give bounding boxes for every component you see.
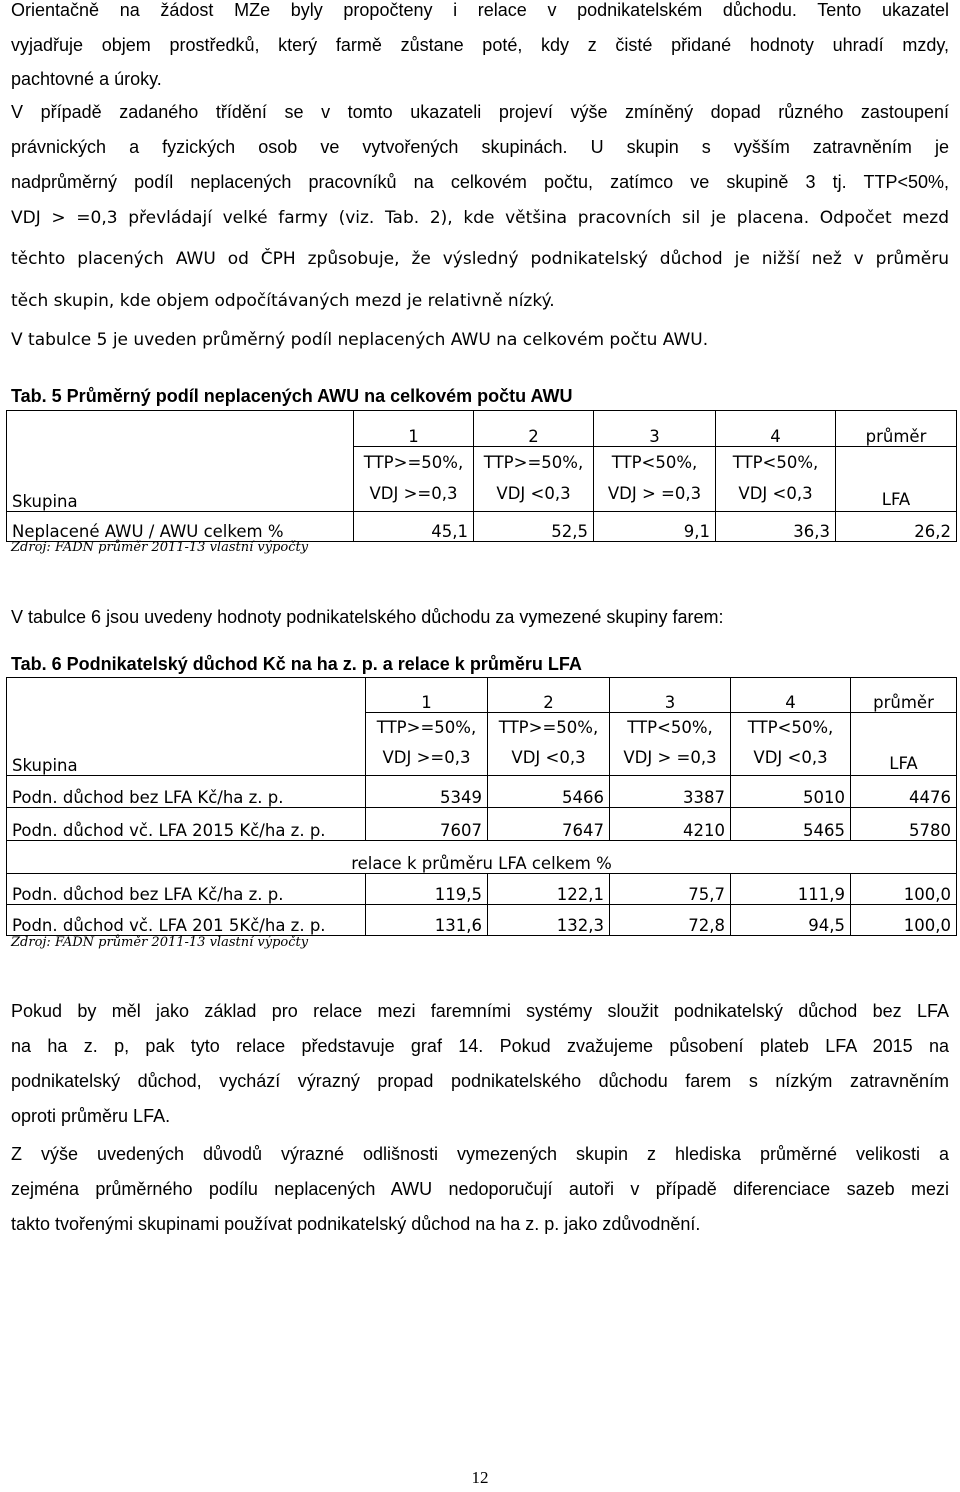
group-definition-line: TTP>=50%, bbox=[483, 453, 584, 472]
text-line: pachtovné a úroky. bbox=[11, 69, 162, 89]
value-cell: 131,6 bbox=[366, 905, 488, 936]
group-number-cell: průměr bbox=[836, 411, 957, 447]
value-cell: 3387 bbox=[610, 776, 731, 808]
group-definition-line: TTP>=50%, bbox=[376, 718, 477, 737]
table6-intro-text bbox=[11, 600, 949, 635]
text-line: V tabulce 6 jsou uvedeny hodnoty podnikatelského důchodu za vymezené skupiny farem: bbox=[11, 607, 724, 627]
value-cell: 72,8 bbox=[610, 905, 731, 936]
group-number-cell: 4 bbox=[716, 411, 836, 447]
value-cell: 36,3 bbox=[716, 512, 836, 542]
text-line: takto tvořenými skupinami používat podnikatelský důchod na ha z. p. jako zdůvodnění. bbox=[11, 1214, 701, 1234]
row-label-cell: Podn. důchod vč. LFA 2015 Kč/ha z. p. bbox=[7, 808, 366, 841]
row-label-cell: Neplacené AWU / AWU celkem % bbox=[7, 512, 354, 542]
group-definition-line: TTP<50%, bbox=[732, 453, 819, 472]
page-number: 12 bbox=[471, 1468, 489, 1487]
value-cell: 7647 bbox=[488, 808, 610, 841]
text-line: těch skupin, kde objem odpočítávaných mezd je relativně nízký. bbox=[11, 291, 555, 311]
table-row bbox=[7, 874, 957, 905]
value-cell: 132,3 bbox=[488, 905, 610, 936]
conclusion-paragraph bbox=[11, 1137, 949, 1242]
value-cell: 5349 bbox=[366, 776, 488, 808]
text-line: Z výše uvedených důvodů výrazné odlišnosti vymezených skupin z hlediska průměrné velikosti a bbox=[11, 1144, 949, 1164]
text-line: oproti průměru LFA. bbox=[11, 1106, 171, 1126]
text-line: vyjadřuje objem prostředků, který farmě zůstane poté, kdy z čisté přidané hodnoty uhradí mzdy, bbox=[11, 35, 949, 55]
group-definition-line: TTP<50%, bbox=[611, 453, 698, 472]
group-number-cell: 3 bbox=[610, 678, 731, 713]
text-line: na ha z. p, pak tyto relace představuje graf 14. Pokud zvažujeme působení plateb LFA 2015 na bbox=[11, 1036, 949, 1056]
group-definition-line: VDJ >=0,3 bbox=[369, 484, 458, 503]
group-definition-cell bbox=[716, 447, 836, 512]
row-label-cell: Podn. důchod bez LFA Kč/ha z. p. bbox=[7, 874, 366, 905]
group-number-cell: 2 bbox=[474, 411, 594, 447]
table5-caption: Tab. 5 Průměrný podíl neplacených AWU na celkovém počtu AWU bbox=[11, 386, 573, 406]
text-line: Pokud by měl jako základ pro relace mezi faremními systémy sloužit podnikatelský důchod bez LFA bbox=[11, 1001, 949, 1021]
group-number-cell: 1 bbox=[366, 678, 488, 713]
group-definition-line: TTP<50%, bbox=[747, 718, 834, 737]
text-line: VDJ > =0,3 převládají velké farmy (viz. Tab. 2), kde většina pracovních sil je placena. Odpočet mezd bbox=[11, 208, 949, 228]
text-line: zejména průměrného podílu neplacených AWU nedoporučují autoři v případě diferenciace sazeb mezi bbox=[11, 1179, 949, 1199]
value-cell: 111,9 bbox=[731, 874, 851, 905]
table6-source-note: Zdroj: FADN průměr 2011-13 vlastní výpočty bbox=[11, 935, 309, 950]
value-cell: 5010 bbox=[731, 776, 851, 808]
group-definition-line: VDJ > =0,3 bbox=[623, 748, 717, 767]
value-cell: 5465 bbox=[731, 808, 851, 841]
table-row bbox=[7, 905, 957, 936]
group-definition-line: VDJ >=0,3 bbox=[382, 748, 471, 767]
table-row bbox=[7, 808, 957, 841]
value-cell: 9,1 bbox=[594, 512, 716, 542]
group-definition-cell bbox=[731, 713, 851, 776]
group-number-cell: průměr bbox=[851, 678, 957, 713]
value-cell: 26,2 bbox=[836, 512, 957, 542]
group-definition-cell bbox=[488, 713, 610, 776]
value-cell: 75,7 bbox=[610, 874, 731, 905]
section-label-cell: relace k průměru LFA celkem % bbox=[7, 841, 957, 874]
value-cell: 4210 bbox=[610, 808, 731, 841]
value-cell: 100,0 bbox=[851, 874, 957, 905]
text-line: nadprůměrný podíl neplacených pracovníků na celkovém počtu, zatímco ve skupině 3 tj. TTP<50%, bbox=[11, 172, 949, 192]
group-number-cell: 2 bbox=[488, 678, 610, 713]
group-definition-line: TTP<50%, bbox=[627, 718, 713, 737]
row-label-cell: Podn. důchod vč. LFA 201 5Kč/ha z. p. bbox=[7, 905, 366, 936]
value-cell: 119,5 bbox=[366, 874, 488, 905]
group-label-cell: Skupina bbox=[7, 411, 354, 512]
text-line: právnických a fyzických osob ve vytvořených skupinách. U skupin s vyšším zatravněním je bbox=[11, 137, 949, 157]
table6-caption: Tab. 6 Podnikatelský důchod Kč na ha z. p. a relace k průměru LFA bbox=[11, 654, 582, 674]
value-cell: 5466 bbox=[488, 776, 610, 808]
table-row bbox=[7, 512, 957, 542]
group-definition-line: VDJ <0,3 bbox=[511, 748, 586, 767]
text-line: podnikatelský důchod, vychází výrazný propad podnikatelského důchodu farem s nízkým zatravněním bbox=[11, 1071, 949, 1091]
group-definition-line: VDJ <0,3 bbox=[753, 748, 828, 767]
text-line: Orientačně na žádost MZe byly propočteny i relace v podnikatelském důchodu. Tento ukazatel bbox=[11, 0, 949, 20]
group-definition-cell bbox=[474, 447, 594, 512]
group-definition-cell bbox=[354, 447, 474, 512]
group-label-cell: Skupina bbox=[7, 678, 366, 776]
table5 bbox=[6, 410, 957, 542]
group-number-cell: 3 bbox=[594, 411, 716, 447]
group-definition-line: TTP>=50%, bbox=[498, 718, 599, 737]
value-cell: 45,1 bbox=[354, 512, 474, 542]
value-cell: 100,0 bbox=[851, 905, 957, 936]
group-definition-cell bbox=[610, 713, 731, 776]
outro-paragraph bbox=[11, 994, 949, 1134]
value-cell: 52,5 bbox=[474, 512, 594, 542]
group-definition-line: VDJ <0,3 bbox=[496, 484, 571, 503]
table-section-row bbox=[7, 841, 957, 874]
group-number-cell: 1 bbox=[354, 411, 474, 447]
value-cell: 5780 bbox=[851, 808, 957, 841]
group-definition-cell: LFA bbox=[851, 713, 957, 776]
group-definition-cell bbox=[594, 447, 716, 512]
table6 bbox=[6, 677, 957, 936]
value-cell: 4476 bbox=[851, 776, 957, 808]
table-header-row bbox=[7, 678, 957, 713]
table-row bbox=[7, 776, 957, 808]
group-definition-line: VDJ <0,3 bbox=[738, 484, 813, 503]
value-cell: 94,5 bbox=[731, 905, 851, 936]
text-line: těchto placených AWU od ČPH způsobuje, že výsledný podnikatelský důchod je nižší než v průměru bbox=[11, 249, 949, 269]
text-line: V tabulce 5 je uveden průměrný podíl neplacených AWU na celkovém počtu AWU. bbox=[11, 330, 709, 350]
value-cell: 122,1 bbox=[488, 874, 610, 905]
group-definition-line: TTP>=50%, bbox=[363, 453, 464, 472]
text-line: V případě zadaného třídění se v tomto ukazateli projeví výše zmíněný dopad různého zastoupení bbox=[11, 102, 949, 122]
value-cell: 7607 bbox=[366, 808, 488, 841]
row-label-cell: Podn. důchod bez LFA Kč/ha z. p. bbox=[7, 776, 366, 808]
intro-paragraph bbox=[11, 0, 949, 359]
group-definition-cell bbox=[366, 713, 488, 776]
group-number-cell: 4 bbox=[731, 678, 851, 713]
group-definition-cell: LFA bbox=[836, 447, 957, 512]
table5-source-note: Zdroj: FADN průměr 2011-13 vlastní výpočty bbox=[11, 540, 309, 555]
group-definition-line: VDJ > =0,3 bbox=[607, 484, 702, 503]
table-header-row bbox=[7, 411, 957, 447]
